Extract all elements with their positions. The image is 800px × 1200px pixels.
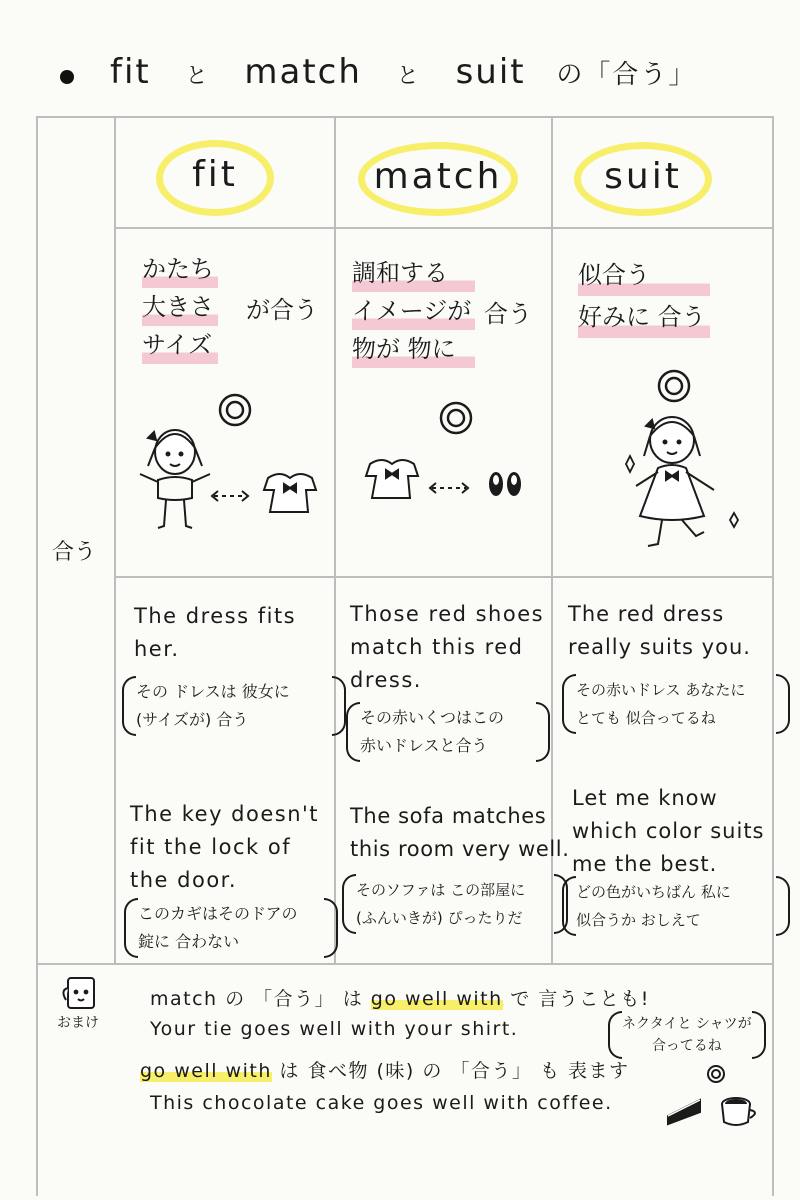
double-arrow-icon — [212, 491, 248, 501]
bonus-label: おまけ — [57, 1015, 99, 1031]
title-word-suit: suit — [455, 52, 526, 92]
highlight-go-well-with-2: go well with — [140, 1060, 272, 1082]
double-circle-icon — [220, 395, 250, 425]
double-circle-icon — [708, 1066, 724, 1082]
example-suit-1-english: The red dress really suits you. — [568, 602, 751, 659]
header-suit: suit — [604, 156, 682, 197]
cake-coffee-illustration — [662, 1064, 762, 1130]
double-arrow-icon — [430, 483, 468, 493]
double-circle-icon — [659, 371, 689, 401]
example-fit-2-japanese: このカギはそのドアの 錠に 合わない — [124, 900, 338, 956]
dress-icon — [366, 460, 418, 498]
title-suffix: の「合う」 — [556, 60, 697, 90]
girl-figure-icon — [140, 430, 210, 528]
title-and-2: と — [396, 64, 421, 89]
dress-icon — [264, 474, 316, 512]
bonus-line-1: match の 「合う」 は go well with で 言うことも! — [150, 988, 650, 1010]
cake-slice-icon — [668, 1100, 700, 1124]
header-fit: fit — [192, 154, 238, 195]
suit-illustration — [554, 360, 770, 560]
title-word-match: match — [244, 52, 362, 92]
girl-dress-figure-icon — [636, 417, 714, 546]
row-label: 合う — [52, 540, 97, 565]
bonus-note: ネクタイと シャツが 合ってるね — [608, 1013, 766, 1057]
example-match-1-english: Those red shoes match this red dress. — [350, 602, 545, 692]
title-bullet — [60, 70, 74, 84]
example-suit-2-english: Let me know which color suits me the best. — [572, 786, 765, 876]
header-match: match — [373, 156, 503, 197]
meaning-suit: 似合う 好みに 合う — [578, 254, 710, 338]
example-fit-2-english: The key doesn't fit the lock of the door. — [130, 802, 320, 892]
fit-illustration — [118, 380, 332, 560]
title-word-fit: fit — [110, 52, 151, 92]
highlight-go-well-with-1: go well with — [370, 988, 503, 1010]
meaning-side-fit: が合う — [246, 296, 318, 324]
example-fit-1-english: The dress fits her. — [134, 604, 297, 661]
mug-icon — [60, 972, 110, 1012]
meaning-side-match: 合う — [484, 300, 532, 328]
bonus-line-3: go well with は 食べ物 (味) の 「合う」 も 表ます — [140, 1060, 630, 1082]
example-match-2-english: The sofa matches this room very well. — [350, 804, 570, 861]
meaning-fit: かたち 大きさ サイズ — [142, 250, 218, 364]
match-illustration — [336, 380, 550, 560]
example-match-2-japanese: そのソファは この部屋に (ふんいきが) ぴったりだ — [342, 876, 568, 932]
shoes-icon — [489, 472, 521, 496]
double-circle-icon — [441, 403, 471, 433]
example-fit-1-japanese: その ドレスは 彼女に (サイズが) 合う — [122, 678, 346, 734]
example-match-1-japanese: その赤いくつはこの 赤いドレスと合う — [346, 704, 550, 760]
bonus-line-2: Your tie goes well with your shirt. — [150, 1018, 519, 1040]
example-suit-2-japanese: どの色がいちばん 私に 似合うか おしえて — [562, 878, 790, 934]
page-title — [110, 52, 696, 92]
meaning-match: 調和する イメージが 物が 物に — [352, 254, 475, 368]
bonus-line-4: This chocolate cake goes well with coffee. — [150, 1092, 613, 1114]
title-and-1: と — [185, 64, 210, 89]
coffee-cup-icon — [722, 1098, 755, 1125]
example-suit-1-japanese: その赤いドレス あなたに とても 似合ってるね — [562, 676, 790, 732]
